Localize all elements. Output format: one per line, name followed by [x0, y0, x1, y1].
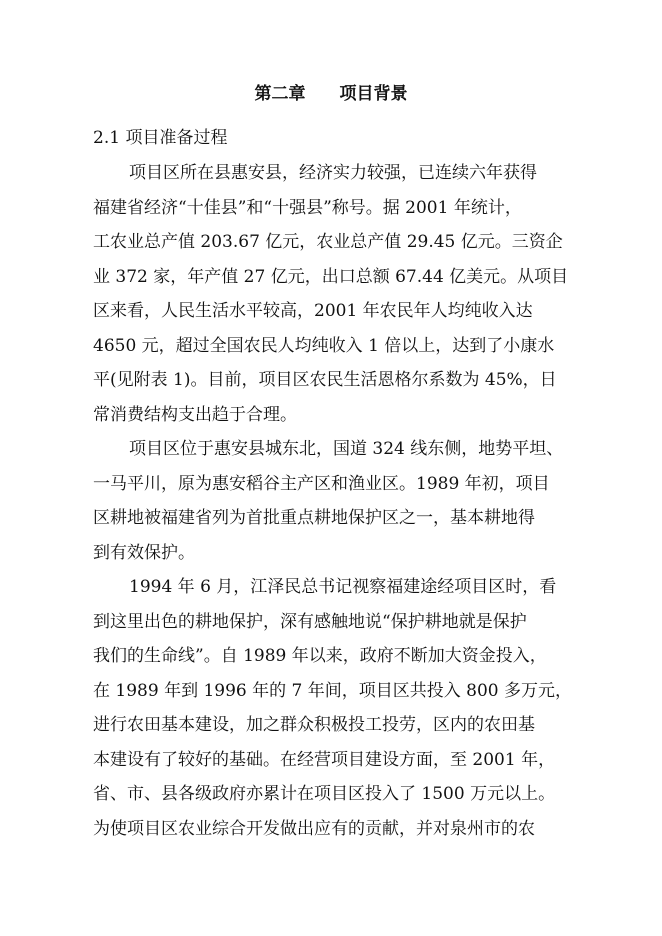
paragraph-line: 到这里出色的耕地保护，深有感触地说“保护耕地就是保护: [93, 611, 527, 632]
body-text: [93, 156, 573, 846]
paragraph-line: 平(见附表 1)。目前，项目区农民生活恩格尔系数为 45%，日: [93, 370, 557, 390]
section-heading: 2.1 项目准备过程: [93, 128, 228, 148]
paragraph-line: 区来看，人民生活水平较高，2001 年农民年人均纯收入达: [93, 301, 533, 321]
chapter-title: 第二章 项目背景: [254, 84, 408, 104]
paragraph-line: 一马平川，原为惠安稻谷主产区和渔业区。1989 年初，项目: [93, 473, 550, 494]
paragraph-line: 到有效保护。: [93, 542, 195, 563]
paragraph-line: 福建省经济“十佳县”和“十强县”称号。据 2001 年统计，: [93, 197, 522, 218]
paragraph-line: 我们的生命线”。自 1989 年以来，政府不断加大资金投入，: [93, 646, 547, 666]
paragraph-line: 工农业总产值 203.67 亿元，农业总产值 29.45 亿元。三资企: [93, 232, 563, 252]
paragraph-line: 本建设有了较好的基础。在经营项目建设方面，至 2001 年，: [93, 749, 556, 770]
paragraph-line: 区耕地被福建省列为首批重点耕地保护区之一，基本耕地得: [93, 508, 535, 528]
paragraph-line: 进行农田基本建设，加之群众积极投工投劳，区内的农田基: [93, 715, 535, 735]
paragraph-line: 在 1989 年到 1996 年的 7 年间，项目区共投入 800 多万元，: [93, 680, 573, 701]
paragraph-line: 为使项目区农业综合开发做出应有的贡献，并对泉州市的农: [93, 818, 535, 839]
paragraph-line: 项目区所在县惠安县，经济实力较强，已连续六年获得: [129, 163, 537, 183]
paragraph-line: 省、市、县各级政府亦累计在项目区投入了 1500 万元以上。: [93, 784, 556, 804]
paragraph-line: 4650 元，超过全国农民人均纯收入 1 倍以上，达到了小康水: [93, 335, 555, 356]
paragraph-line: 常消费结构支出趋于合理。: [93, 404, 297, 425]
paragraph-line: 项目区位于惠安县城东北，国道 324 线东侧，地势平坦、: [129, 439, 564, 459]
paragraph-line: 业 372 家，年产值 27 亿元，出口总额 67.44 亿美元。从项目: [93, 266, 569, 287]
paragraph-line: 1994 年 6 月，江泽民总书记视察福建途经项目区时，看: [129, 577, 557, 597]
